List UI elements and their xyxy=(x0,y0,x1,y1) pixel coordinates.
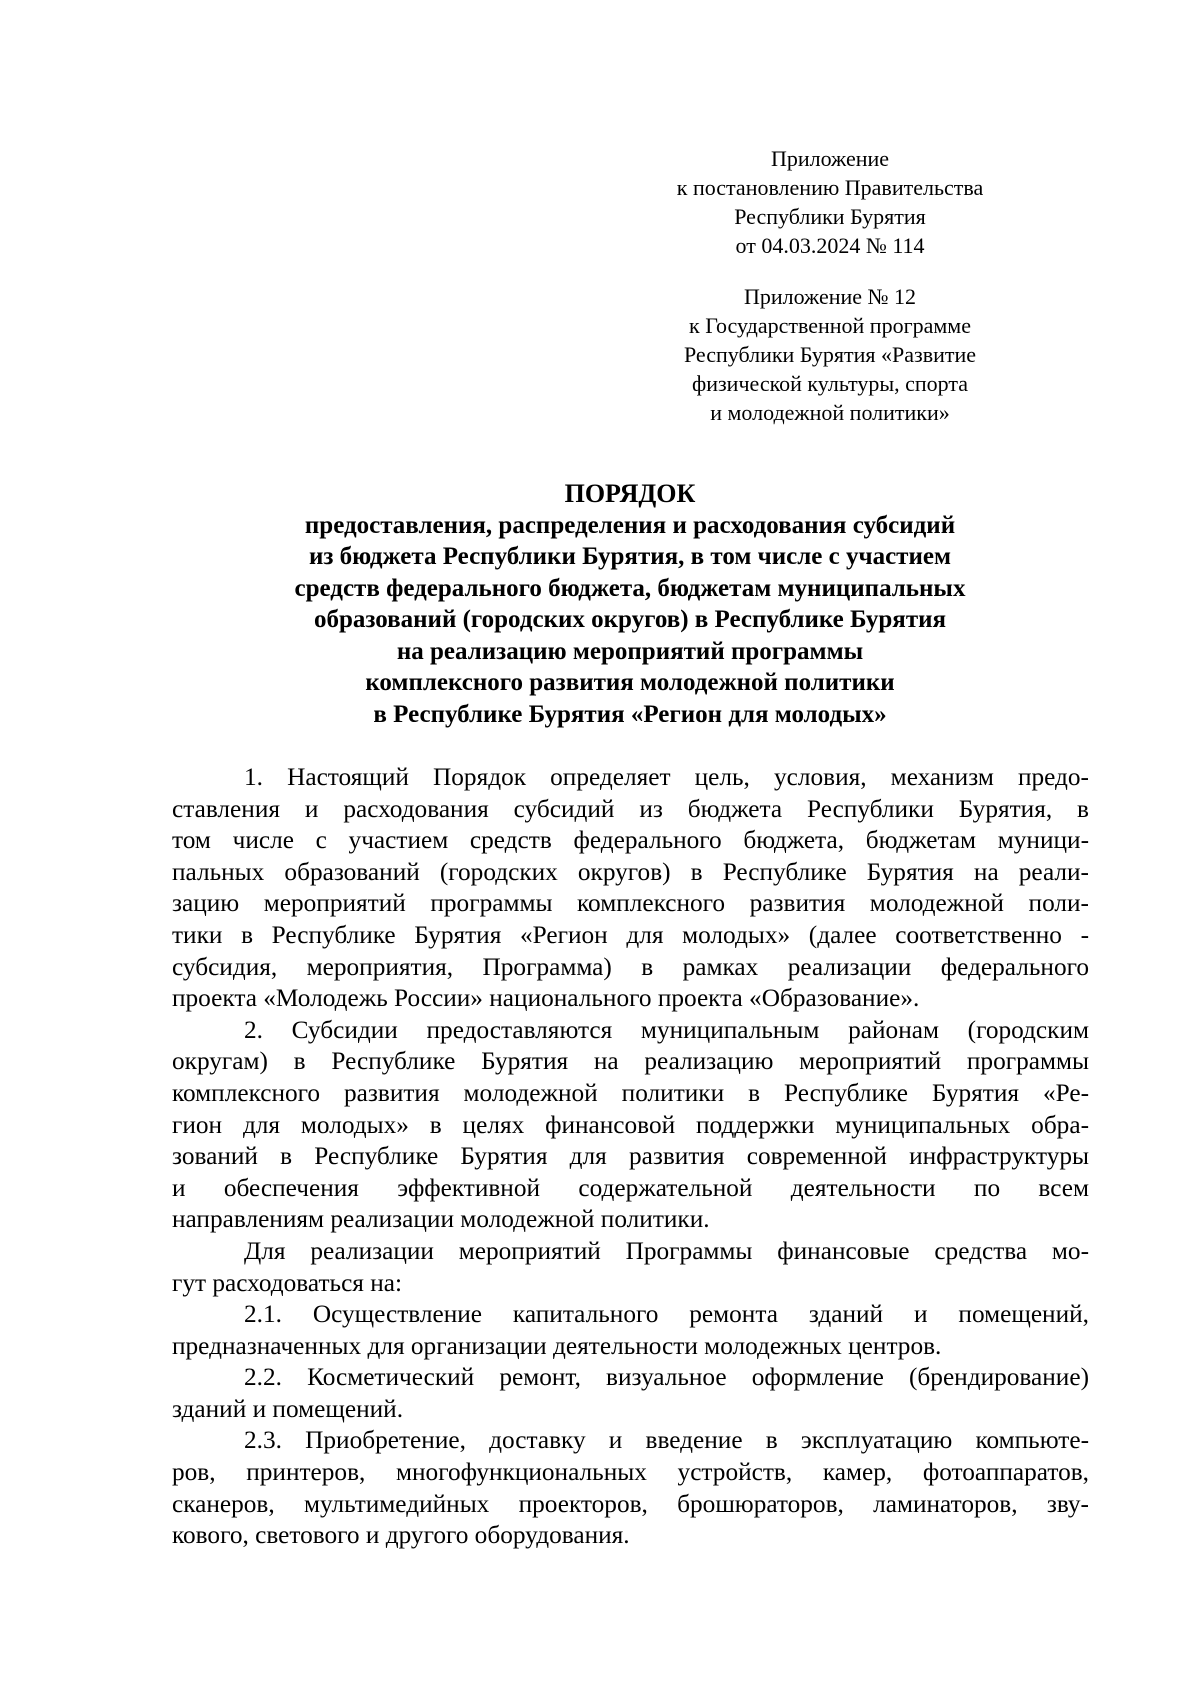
paragraph-2-line: зований в Республике Бурятия для развития современной инфраструктуры xyxy=(172,1142,1089,1171)
paragraph-2-1-line: предназначенных для организации деятельности молодежных центров. xyxy=(172,1331,942,1360)
title-subtitle-line: комплексного развития молодежной политики xyxy=(365,669,895,696)
appendix-line: физической культуры, спорта xyxy=(691,371,969,396)
paragraph-2-line: и обеспечения эффективной содержательной деятельности по всем xyxy=(172,1173,1089,1202)
appendix-line: от 04.03.2024 № 114 xyxy=(735,233,925,258)
paragraph-1-line: 1. Настоящий Порядок определяет цель, условия, механизм предо- xyxy=(244,763,1089,791)
paragraph-1-line: проекта «Молодежь России» национального проекта «Образование». xyxy=(172,984,920,1013)
appendix-line: Республики Бурятия xyxy=(734,204,926,229)
paragraph-2-line: 2. Субсидии предоставляются муниципальным районам (городским xyxy=(244,1015,1089,1044)
paragraph-2-3-line: ров, принтеров, многофункциональных устройств, камер, фотоаппаратов, xyxy=(172,1458,1089,1487)
title-subtitle-line: образований (городских округов) в Республике Бурятия xyxy=(313,606,947,633)
paragraph-1-line: ставления и расходования субсидий из бюджета Республики Бурятия, в xyxy=(172,794,1089,823)
paragraph-2-3-line: сканеров, мультимедийных проекторов, брошюраторов, ламинаторов, зву- xyxy=(172,1489,1089,1518)
title-subtitle-line: в Республике Бурятия «Регион для молодых» xyxy=(373,700,887,728)
paragraph-1-line: том числе с участием средств федерального бюджета, бюджетам муници- xyxy=(172,826,1089,855)
document-title xyxy=(160,478,1100,730)
title-subtitle-line: из бюджета Республики Бурятия, в том числе с участием xyxy=(308,543,951,570)
title-subtitle-line: на реализацию мероприятий программы xyxy=(396,637,864,665)
paragraph-2-3-line: кового, светового и другого оборудования. xyxy=(172,1521,630,1550)
title-main: ПОРЯДОК xyxy=(564,479,696,508)
appendix-line: и молодежной политики» xyxy=(710,400,950,425)
paragraph-2-line: округам) в Республике Бурятия на реализацию мероприятий программы xyxy=(172,1047,1089,1076)
paragraph-2-3-line: 2.3. Приобретение, доставку и введение в эксплуатацию компьюте- xyxy=(244,1426,1089,1455)
appendix-line: к Государственной программе xyxy=(689,313,971,338)
appendix-line: Приложение xyxy=(770,146,890,171)
paragraph-1-line: субсидия, мероприятия, Программа) в рамках реализации федерального xyxy=(172,952,1089,981)
paragraph-expenses-line: гут расходоваться на: xyxy=(172,1268,403,1297)
paragraph-1-line: пальных образований (городских округов) в Республике Бурятия на реали- xyxy=(172,857,1089,886)
appendix-line: Приложение № 12 xyxy=(743,284,917,309)
title-subtitle-line: средств федерального бюджета, бюджетам муниципальных xyxy=(294,574,966,602)
paragraph-1-line: тики в Республике Бурятия «Регион для молодых» (далее соответственно - xyxy=(172,920,1089,949)
paragraph-2-2-line: зданий и помещений. xyxy=(172,1394,404,1423)
paragraph-2-2-line: 2.2. Косметический ремонт, визуальное оформление (брендирование) xyxy=(244,1363,1089,1392)
appendix-state-program xyxy=(640,282,1020,427)
paragraph-expenses-line: Для реализации мероприятий Программы финансовые средства мо- xyxy=(244,1236,1089,1265)
paragraph-1-line: зацию мероприятий программы комплексного развития молодежной поли- xyxy=(172,889,1089,918)
appendix-government-decree xyxy=(640,144,1020,260)
appendix-line: к постановлению Правительства xyxy=(676,175,984,200)
paragraph-2-line: направлениям реализации молодежной политики. xyxy=(172,1205,710,1234)
document-body xyxy=(172,762,1089,1552)
paragraph-2-1-line: 2.1. Осуществление капитального ремонта зданий и помещений, xyxy=(244,1300,1089,1329)
paragraph-2-line: комплексного развития молодежной политики в Республике Бурятия «Ре- xyxy=(172,1078,1089,1107)
appendix-line: Республики Бурятия «Развитие xyxy=(683,342,977,367)
paragraph-2-line: гион для молодых» в целях финансовой поддержки муниципальных обра- xyxy=(172,1110,1089,1139)
title-subtitle-line: предоставления, распределения и расходования субсидий xyxy=(304,511,956,539)
